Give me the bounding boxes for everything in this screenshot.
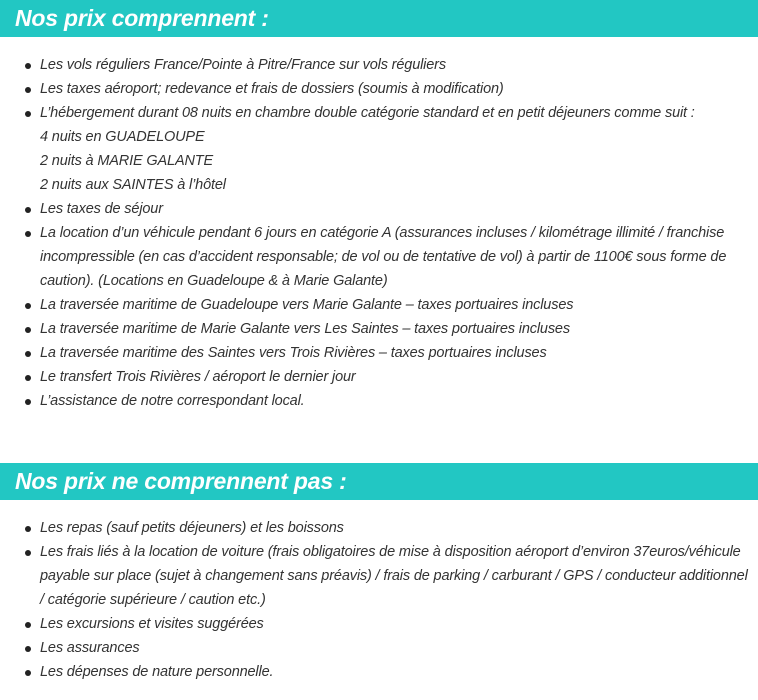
section-title-included: Nos prix comprennent : — [15, 5, 269, 31]
list-item — [0, 221, 758, 293]
list-item — [0, 540, 758, 612]
list-item — [0, 77, 758, 101]
list-item — [0, 101, 758, 197]
list-item-text: La traversée maritime de Guadeloupe vers Marie Galante – taxes portuaires incluses — [40, 297, 574, 313]
list-item-text: L’assistance de notre correspondant local. — [40, 393, 305, 409]
list-item — [0, 293, 758, 317]
list-item-text: Les taxes aéroport; redevance et frais de dossiers (soumis à modification) — [40, 81, 504, 97]
list-item — [0, 53, 758, 77]
list-item — [0, 197, 758, 221]
list-item-text: Les excursions et visites suggérées — [40, 616, 264, 632]
list-item-text: Les dépenses de nature personnelle. — [40, 664, 274, 680]
list-item-text: Les vols réguliers France/Pointe à Pitre/France sur vols réguliers — [40, 57, 446, 73]
list-item-subline: 4 nuits en GUADELOUPE — [40, 129, 205, 145]
list-item-subline: 2 nuits aux SAINTES à l’hôtel — [40, 177, 226, 193]
list-item-text: Le transfert Trois Rivières / aéroport le dernier jour — [40, 369, 356, 385]
list-item-text: La location d’un véhicule pendant 6 jours en catégorie A (assurances incluses / kilométrage illimité / franchise incompressible (en cas d’accident responsable; de vol ou de tentative de vol) à partir de 1100€ sous forme de caution). (Locations en Guadeloupe & à Marie Galante) — [40, 225, 727, 289]
list-item — [0, 660, 758, 684]
list-item — [0, 365, 758, 389]
list-item — [0, 612, 758, 636]
list-item — [0, 636, 758, 660]
list-item-subline: 2 nuits à MARIE GALANTE — [40, 153, 214, 169]
list-item — [0, 389, 758, 413]
list-item-text: L’hébergement durant 08 nuits en chambre double catégorie standard et en petit déjeuners comme suit : — [40, 105, 695, 121]
list-item-text: La traversée maritime des Saintes vers Trois Rivières – taxes portuaires incluses — [40, 345, 547, 361]
list-item — [0, 516, 758, 540]
list-item-text: Les taxes de séjour — [40, 201, 163, 217]
list-item-text: Les frais liés à la location de voiture (frais obligatoires de mise à disposition aéroport d’environ 37euros/véhicule payable sur place (sujet à changement sans préavis) / frais de parking / carburant / GPS / conducteur additionnel / catégorie supérieure / caution etc.) — [40, 544, 748, 608]
list-item-text: Les repas (sauf petits déjeuners) et les boissons — [40, 520, 344, 536]
excluded-list — [0, 516, 758, 684]
section-header-excluded — [0, 463, 758, 500]
list-item — [0, 341, 758, 365]
section-title-excluded: Nos prix ne comprennent pas : — [15, 468, 347, 494]
list-item-text: Les assurances — [40, 640, 140, 656]
section-header-included — [0, 0, 758, 37]
included-list — [0, 53, 758, 413]
list-item-text: La traversée maritime de Marie Galante vers Les Saintes – taxes portuaires incluses — [40, 321, 570, 337]
list-item — [0, 317, 758, 341]
